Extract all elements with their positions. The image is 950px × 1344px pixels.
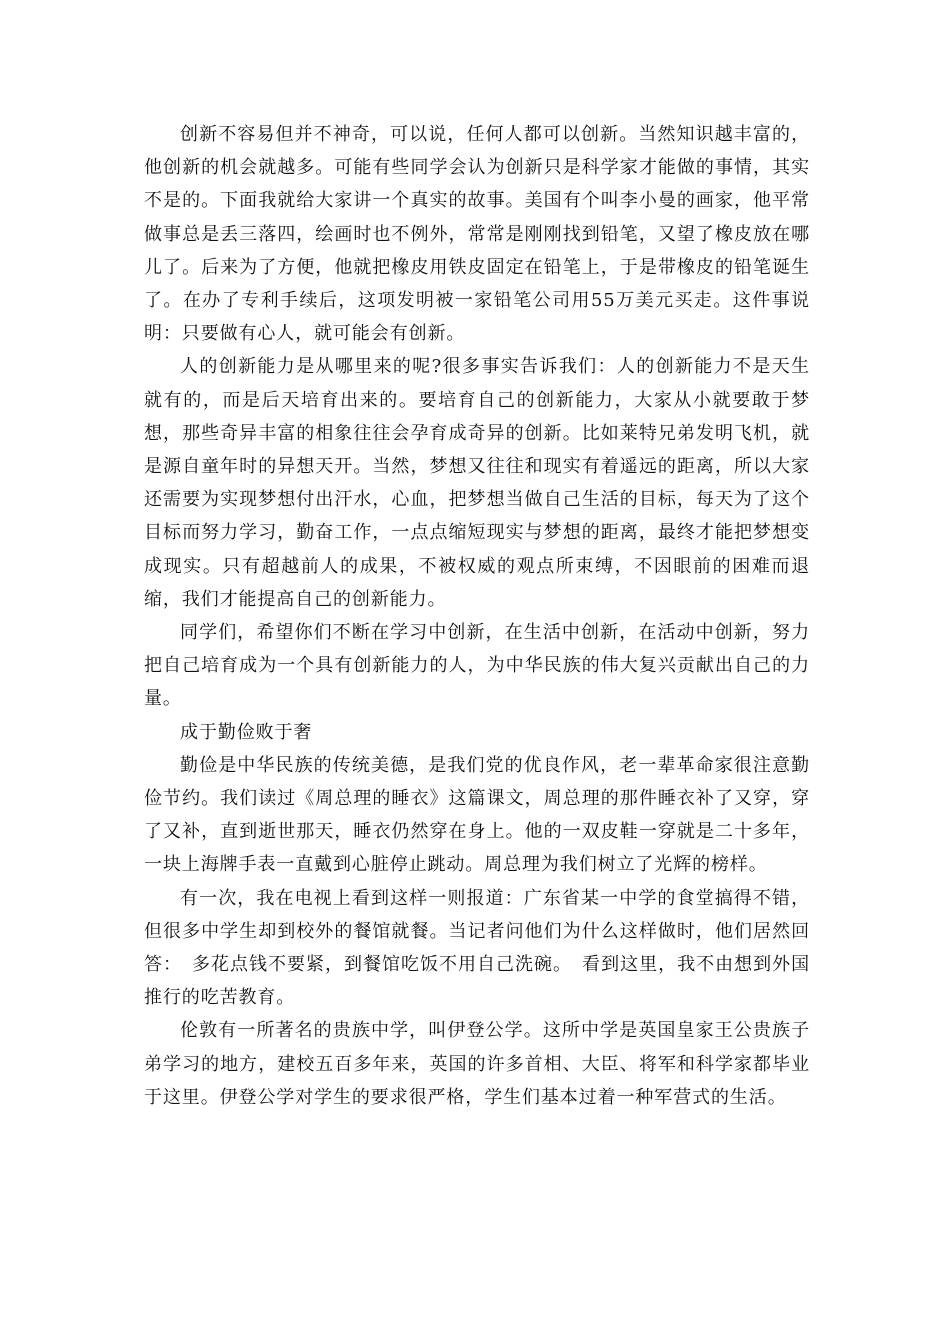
paragraph-innovation-call: 同学们，希望你们不断在学习中创新，在生活中创新，在活动中创新，努力把自己培育成为一个具有创新能力的人，为中华民族的伟大复兴贡献出自己的力量。	[144, 622, 810, 710]
paragraph-news-report: 有一次，我在电视上看到这样一则报道：广东省某一中学的食堂搞得不错，但很多中学生却到校外的餐馆就餐。当记者问他们为什么这样做时，他们居然回答： 多花点钱不要紧，到餐馆吃饭不用自己洗碗。 看到这里，我不由想到外国推行的吃苦教育。	[144, 887, 810, 1009]
paragraph-eton-college: 伦敦有一所著名的贵族中学，叫伊登公学。这所中学是英国皇家王公贵族子弟学习的地方，建校五百多年来，英国的许多首相、大臣、将军和科学家都毕业于这里。伊登公学对学生的要求很严格，学生们基本过着一种军营式的生活。	[144, 1020, 810, 1108]
document-page	[144, 0, 810, 1114]
paragraph-frugality-example: 勤俭是中华民族的传统美德，是我们党的优良作风，老一辈革命家很注意勤俭节约。我们读过《周总理的睡衣》这篇课文，周总理的那件睡衣补了又穿，穿了又补，直到逝世那天，睡衣仍然穿在身上。他的一双皮鞋一穿就是二十多年，一块上海牌手表一直戴到心脏停止跳动。周总理为我们树立了光辉的榜样。	[144, 754, 810, 876]
paragraph-innovation-story: 创新不容易但并不神奇，可以说，任何人都可以创新。当然知识越丰富的，他创新的机会就越多。可能有些同学会认为创新只是科学家才能做的事情，其实不是的。下面我就给大家讲一个真实的故事。美国有个叫李小曼的画家，他平常做事总是丢三落四，绘画时也不例外，常常是刚刚找到铅笔，又望了橡皮放在哪儿了。后来为了方便，他就把橡皮用铁皮固定在铅笔上，于是带橡皮的铅笔诞生了。在办了专利手续后，这项发明被一家铅笔公司用55万美元买走。这件事说明：只要做有心人，就可能会有创新。	[144, 124, 810, 345]
paragraph-innovation-ability: 人的创新能力是从哪里来的呢?很多事实告诉我们：人的创新能力不是天生就有的，而是后天培育出来的。要培育自己的创新能力，大家从小就要敢于梦想，那些奇异丰富的相象往往会孕育成奇异的创新。比如莱特兄弟发明飞机，就是源自童年时的异想天开。当然，梦想又往往和现实有着遥远的距离，所以大家还需要为实现梦想付出汗水，心血，把梦想当做自己生活的目标，每天为了这个目标而努力学习，勤奋工作，一点点缩短现实与梦想的距离，最终才能把梦想变成现实。只有超越前人的成果，不被权威的观点所束缚，不因眼前的困难而退缩，我们才能提高自己的创新能力。	[144, 356, 810, 610]
section-heading: 成于勤俭败于奢	[180, 721, 313, 743]
